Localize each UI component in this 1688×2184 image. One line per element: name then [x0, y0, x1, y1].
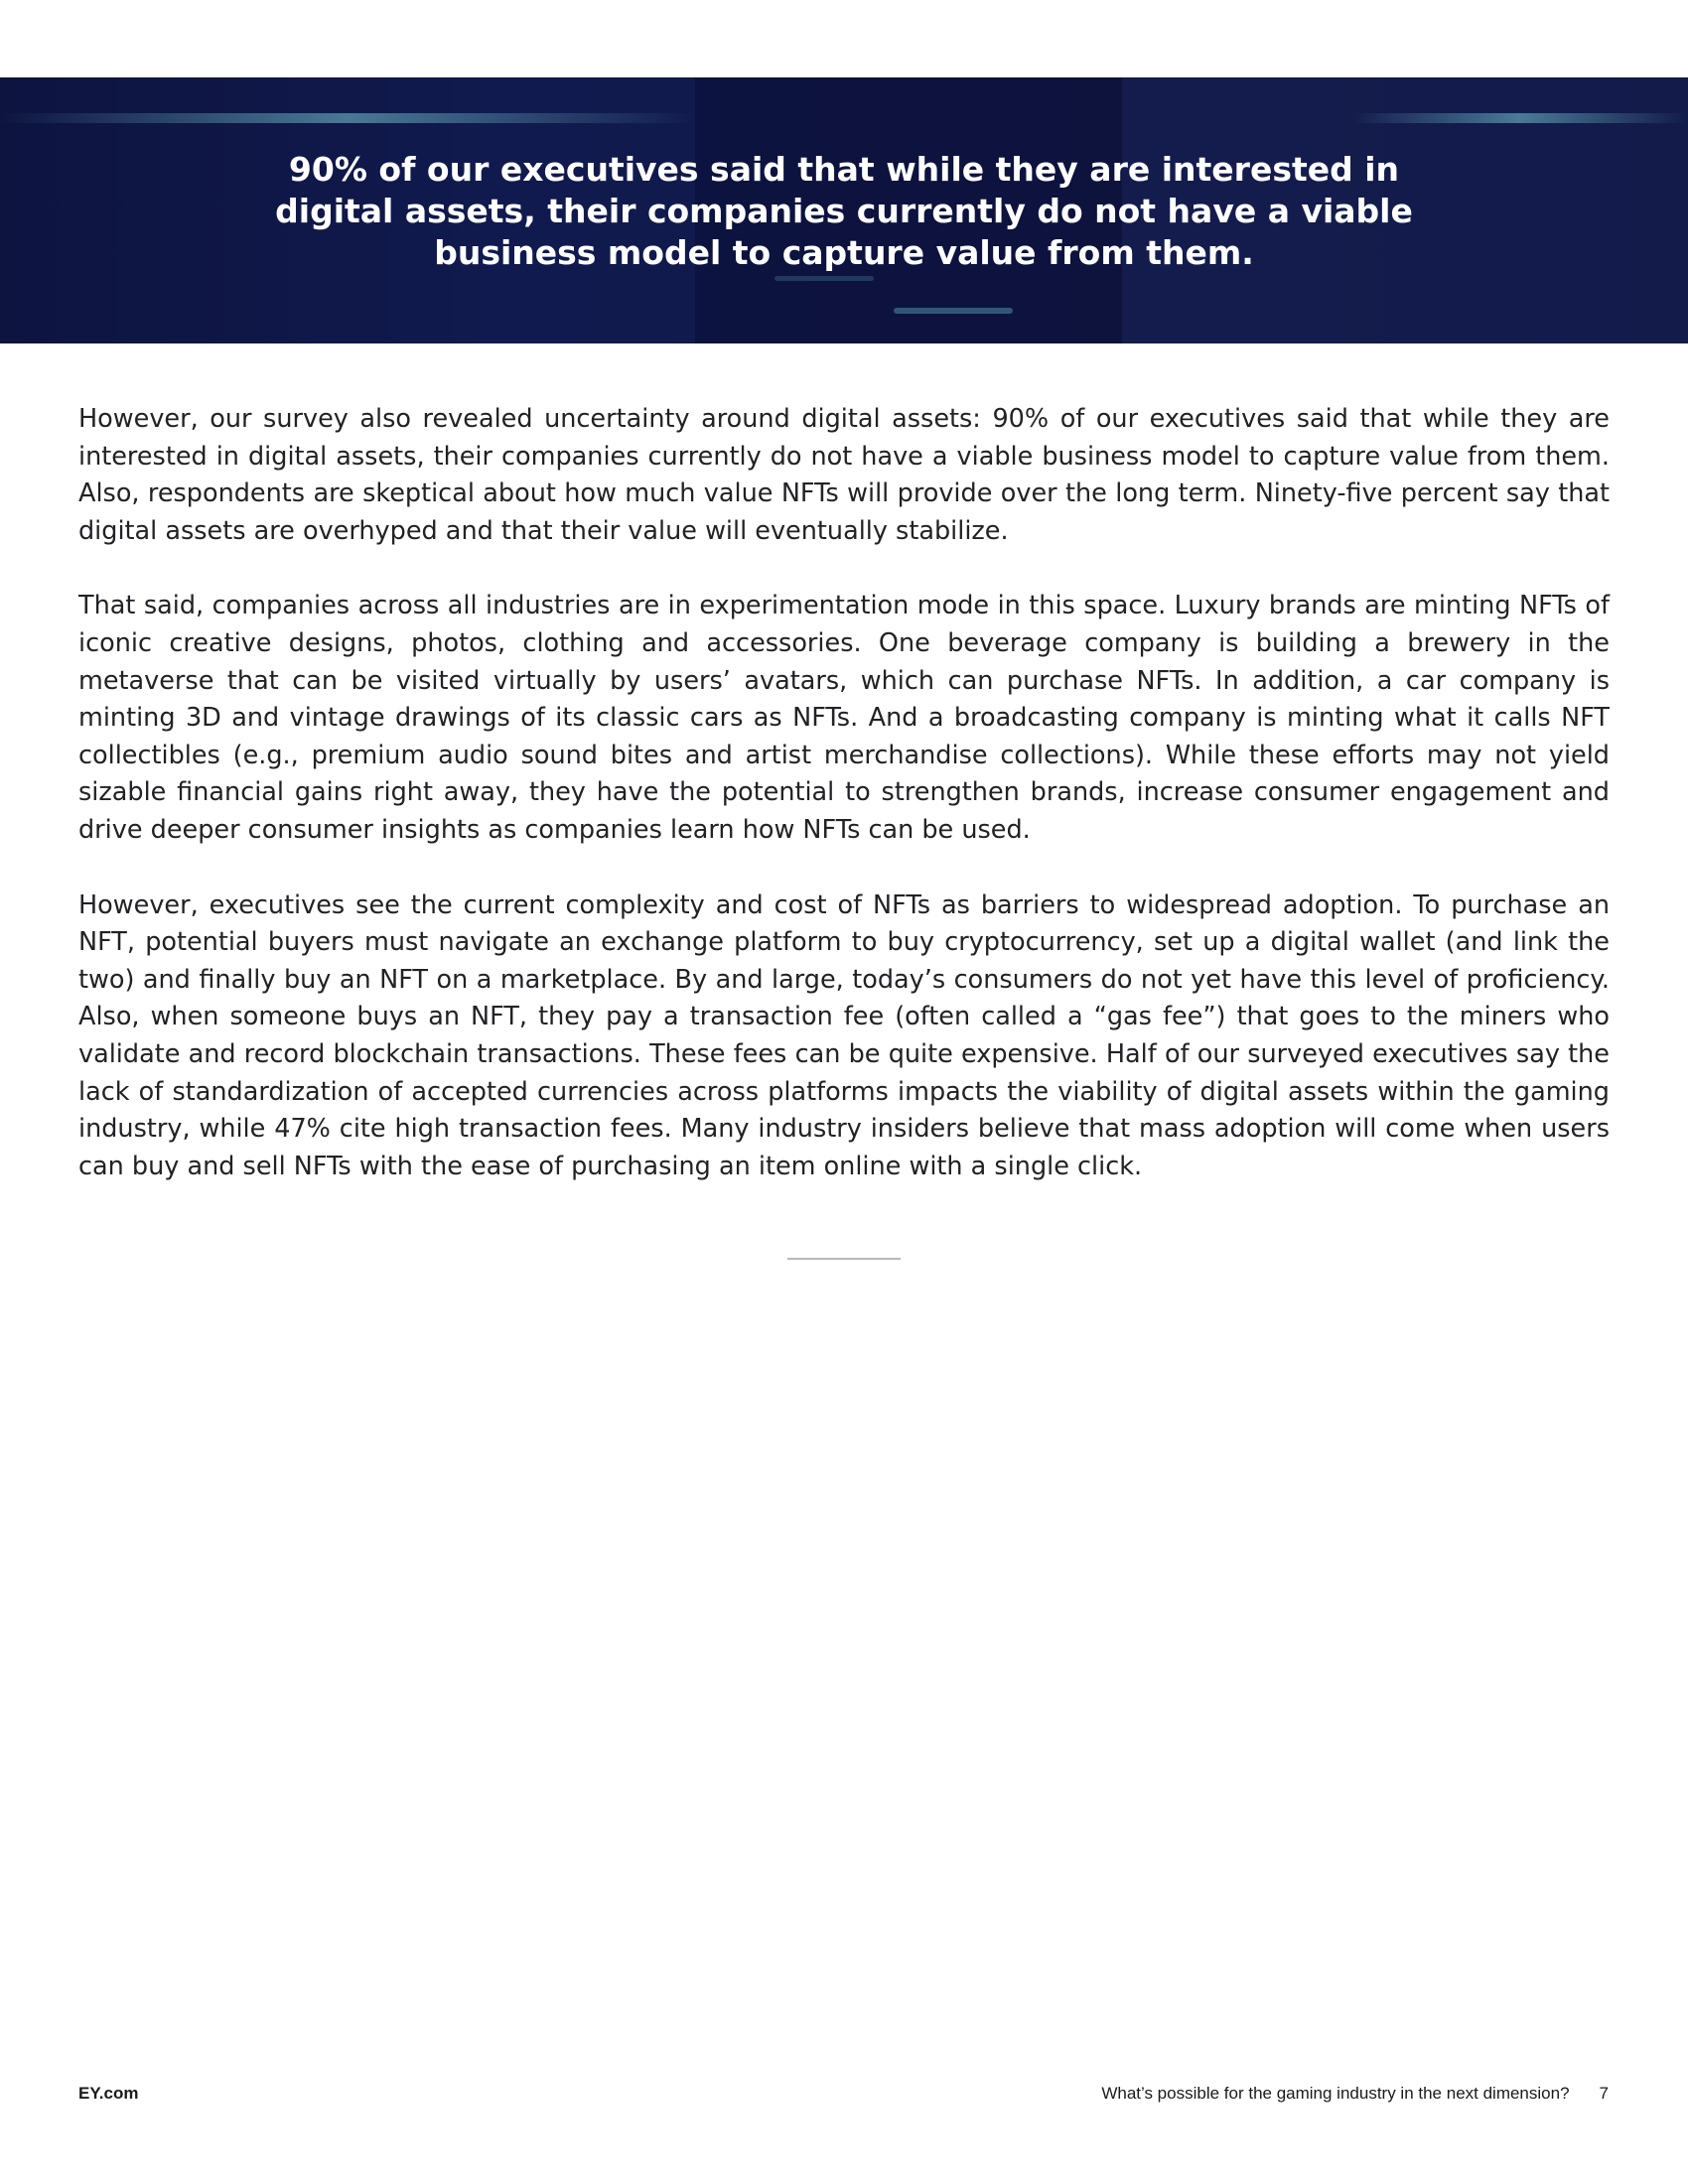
banner-light-streak-left	[0, 113, 695, 123]
body-paragraph-3: However, executives see the current complexity and cost of NFTs as barriers to widespread adoption. To purchase an NFT, potential buyers must navigate an exchange platform to buy cryptocurrency, set up a digital wallet (and link the two) and finally buy an NFT on a marketplace. By and large, today’s consumers do not yet have this level of proficiency. Also, when someone buys an NFT, they pay a transaction fee (often called a “gas fee”) that goes to the miners who validate and record blockchain transactions. These fees can be quite expensive. Half of our surveyed executives say the lack of standardization of accepted currencies across platforms impacts the viability of digital assets within the gaming industry, while 47% cite high transaction fees. Many industry insiders believe that mass adoption will come when users can buy and sell NFTs with the ease of purchasing an item online with a single click.	[78, 889, 1610, 1181]
banner-light-streak-right	[1350, 113, 1688, 123]
pull-quote-banner	[0, 77, 1688, 343]
footer-publication-info	[1101, 2084, 1609, 2104]
banner-light-streak-mid	[774, 276, 874, 281]
article-body	[78, 401, 1610, 1223]
footer-site-link[interactable]: EY.com	[78, 2084, 139, 2103]
banner-light-streak-bottom	[894, 308, 1013, 314]
pull-quote-text: 90% of our executives said that while they are interested in digital assets, their companies currently do not have a viable business model to capture value from them.	[275, 150, 1413, 272]
body-paragraph-2: That said, companies across all industries are in experimentation mode in this space. Luxury brands are minting NFTs of iconic creative designs, photos, clothing and accessories. One beverage company is building a brewery in the metaverse that can be visited virtually by users’ avatars, which can purchase NFTs. In addition, a car company is minting 3D and vintage drawings of its classic cars as NFTs. And a broadcasting company is minting what it calls NFT collectibles (e.g., premium audio sound bites and artist merchandise collections). While these efforts may not yield sizable financial gains right away, they have the potential to strengthen brands, increase consumer engagement and drive deeper consumer insights as companies learn how NFTs can be used.	[78, 591, 1610, 845]
page-number: 7	[1599, 2084, 1609, 2103]
footer-publication-title: What’s possible for the gaming industry in the next dimension?	[1101, 2084, 1570, 2103]
section-divider	[787, 1258, 901, 1260]
body-paragraph-1: However, our survey also revealed uncertainty around digital assets: 90% of our executives said that while they are interested in digital assets, their companies currently do not have a viable business model to capture value from them. Also, respondents are skeptical about how much value NFTs will provide over the long term. Ninety-five percent say that digital assets are overhyped and that their value will eventually stabilize.	[78, 404, 1610, 546]
